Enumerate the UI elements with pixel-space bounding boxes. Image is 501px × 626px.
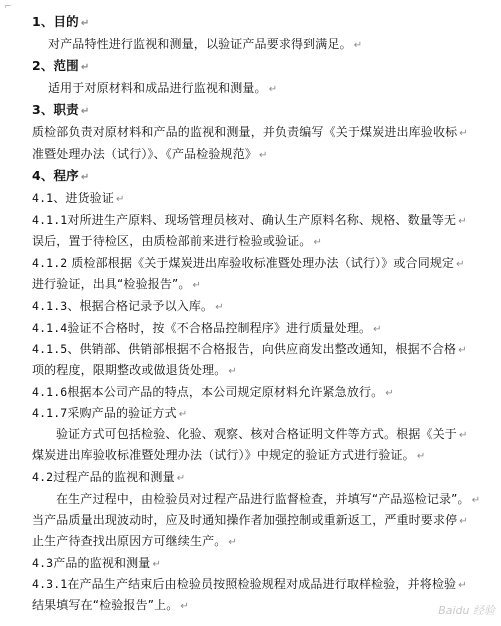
- line-text: 结果填写在“检验报告”上。: [32, 598, 179, 612]
- text-line: [32, 447, 425, 465]
- paragraph-mark: ↵: [459, 128, 468, 139]
- line-text: 过程产品的监视和测量: [53, 470, 175, 484]
- paragraph-mark: ↵: [228, 366, 237, 377]
- paragraph-mark: ↵: [80, 62, 90, 73]
- clause-number: 4.3.1: [32, 577, 68, 591]
- text-line: [32, 320, 382, 338]
- text-line: [32, 255, 465, 273]
- paragraph-mark: ↵: [458, 580, 467, 591]
- paragraph-mark: ↵: [116, 194, 125, 205]
- clause-number: 4.1.2: [32, 256, 68, 270]
- line-text: 误后，置于待检区，由质检部前来进行检验或验证。: [32, 234, 312, 248]
- text-line: [48, 80, 277, 98]
- paragraph-mark: ↵: [176, 473, 186, 484]
- section-heading: [32, 14, 89, 32]
- paragraph-mark: ↵: [416, 451, 426, 462]
- line-text: 、供销部、供销部根据不合格报告，向供应商发出整改通知，根据不合格: [67, 342, 457, 356]
- line-text: 对产品特性进行监视和测量，以验证产品要求得到满足。: [48, 37, 352, 51]
- clause-number: 4.3: [32, 556, 54, 570]
- clause-number: 4.1.1: [32, 213, 68, 227]
- corner-mark: ⌐: [4, 2, 12, 12]
- text-line: [48, 36, 362, 54]
- paragraph-mark: ↵: [313, 237, 322, 248]
- paragraph-mark: ↵: [192, 280, 202, 291]
- line-text: 、进货验证: [53, 191, 114, 205]
- line-text: 在产品生产结束后由检验员按照检验规程对成品进行取样检验，并将检验: [67, 577, 457, 591]
- line-text: 在生产过程中，由检验员对过程产品进行监督检查，并填写“产品巡检记录”。: [56, 492, 470, 506]
- line-text: 煤炭进出库验收标准暨处理办法（试行）》中规定的验证方式进行验证。: [32, 448, 415, 462]
- line-text: 项的程度，限期整改或做退货处理。: [32, 363, 227, 377]
- text-line: [32, 405, 187, 423]
- text-line: [32, 362, 237, 380]
- clause-number: 4.1.3: [32, 299, 68, 313]
- text-line: [32, 469, 185, 487]
- line-text: 适用于对原材料和成品进行监视和测量。: [48, 81, 267, 95]
- paragraph-mark: ↵: [228, 537, 237, 548]
- text-line: [32, 124, 468, 142]
- clause-number: 4.1.7: [32, 406, 68, 420]
- section-heading: [32, 102, 89, 120]
- line-text: 止生产待查找出原因方可继续生产。: [32, 534, 227, 548]
- line-text: 验证方式可包括检验、化验、观察、核对合格证明文件等方式。根据《关于: [56, 427, 457, 441]
- paragraph-mark: ↵: [458, 216, 467, 227]
- paragraph-mark: ↵: [458, 345, 467, 356]
- section-heading: [32, 58, 89, 76]
- text-line: [32, 576, 467, 594]
- clause-number: 4.1.5: [32, 342, 68, 356]
- text-line: [32, 533, 237, 551]
- section-heading: [32, 168, 89, 186]
- paragraph-mark: ↵: [152, 559, 161, 570]
- line-text: 当产品质量出现波动时，应及时通知操作者加强控制或重新返工，严重时要求停: [32, 513, 458, 527]
- clause-number: 4.2: [32, 470, 54, 484]
- text-line: [56, 426, 467, 444]
- line-text: 2、范围: [32, 58, 79, 73]
- text-line: [32, 276, 201, 294]
- paragraph-mark: ↵: [456, 259, 465, 270]
- line-text: 进行验证，出具“检验报告”。: [32, 277, 191, 291]
- clause-number: 4.1.4: [32, 321, 68, 335]
- text-line: [32, 146, 268, 164]
- paragraph-mark: ↵: [353, 40, 363, 51]
- line-text: 质检部根据《关于煤炭进出库验收标准暨处理办法（试行）》或合同规定: [67, 256, 455, 270]
- watermark: Baidu 经验: [438, 604, 495, 617]
- line-text: 4、程序: [32, 168, 79, 183]
- paragraph-mark: ↵: [268, 84, 278, 95]
- paragraph-mark: ↵: [459, 516, 468, 527]
- paragraph-mark: ↵: [215, 302, 224, 313]
- line-text: 1、目的: [32, 14, 79, 29]
- text-line: [56, 491, 480, 509]
- text-line: [32, 512, 468, 530]
- line-text: 、根据合格记录予以入库。: [67, 299, 214, 313]
- clause-number: 4.1.6: [32, 385, 68, 399]
- line-text: 3、职责: [32, 102, 79, 117]
- clause-number: 4.1: [32, 191, 54, 205]
- paragraph-mark: ↵: [180, 601, 189, 612]
- line-text: 准暨处理办法（试行）》、《产品检验规范》: [32, 147, 258, 161]
- paragraph-mark: ↵: [385, 388, 394, 399]
- paragraph-mark: ↵: [80, 106, 90, 117]
- paragraph-mark: ↵: [373, 324, 382, 335]
- paragraph-mark: ↵: [80, 18, 90, 29]
- text-line: [32, 341, 467, 359]
- text-line: [32, 233, 322, 251]
- text-line: [32, 555, 161, 573]
- text-line: [32, 384, 394, 402]
- text-line: [32, 212, 467, 230]
- line-text: 对所进生产原料、现场管理员核对、确认生产原料名称、规格、数量等无: [67, 213, 457, 227]
- paragraph-mark: ↵: [80, 172, 90, 183]
- line-text: 验证不合格时，按《不合格品控制程序》进行质量处理。: [67, 321, 372, 335]
- line-text: 采购产品的验证方式: [67, 406, 177, 420]
- paragraph-mark: ↵: [178, 409, 188, 420]
- text-line: [32, 190, 125, 208]
- paragraph-mark: ↵: [458, 430, 468, 441]
- paragraph-mark: ↵: [259, 150, 268, 161]
- paragraph-mark: ↵: [471, 495, 481, 506]
- line-text: 产品的监视和测量: [53, 556, 151, 570]
- line-text: 根据本公司产品的特点，本公司规定原材料允许紧急放行。: [67, 385, 384, 399]
- text-line: [32, 597, 189, 615]
- line-text: 质检部负责对原材料和产品的监视和测量，并负责编写《关于煤炭进出库验收标: [32, 125, 458, 139]
- text-line: [32, 298, 224, 316]
